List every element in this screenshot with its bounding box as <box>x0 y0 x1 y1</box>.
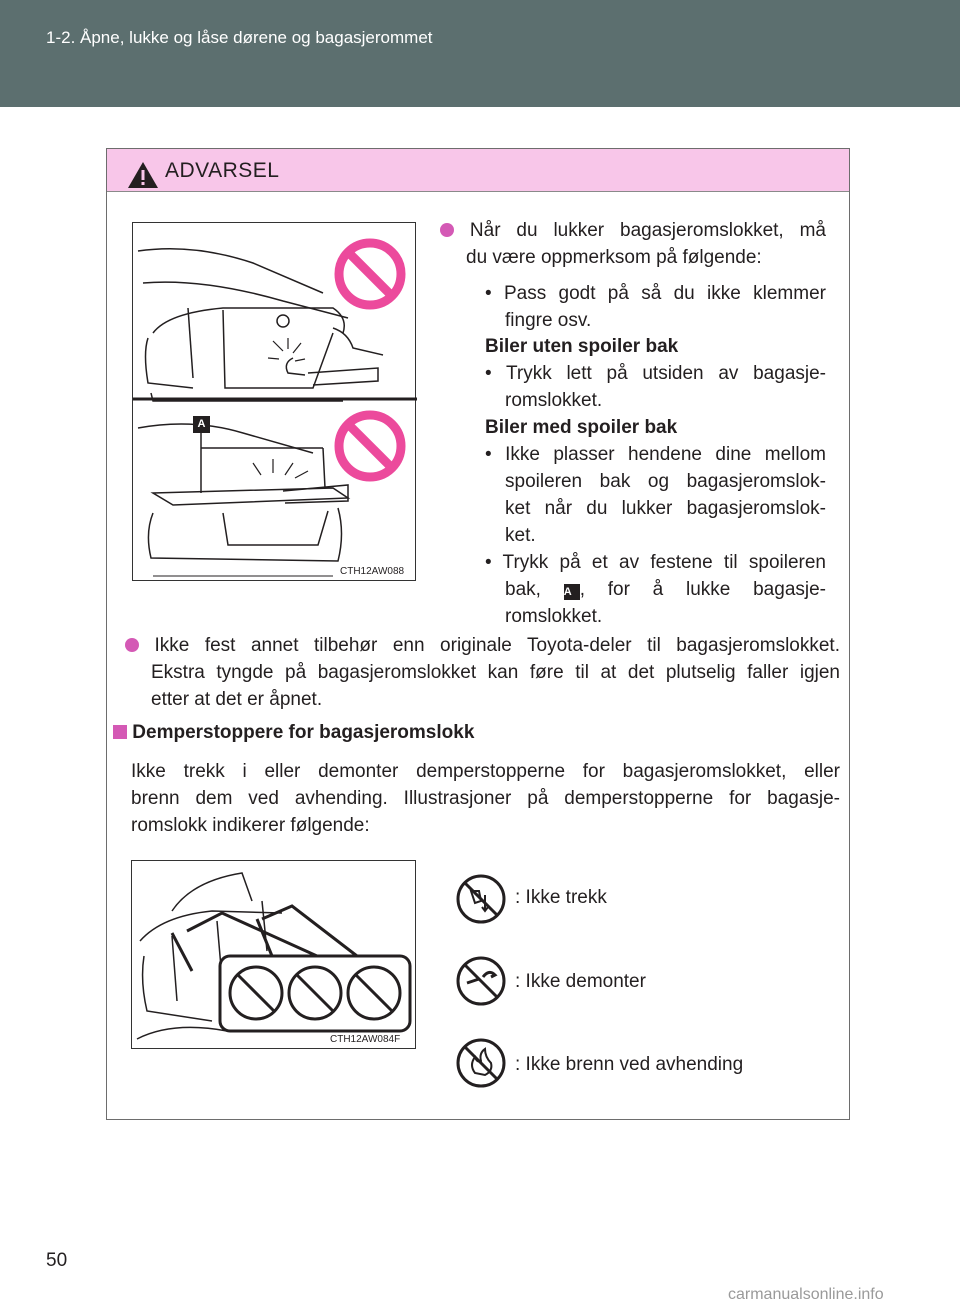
bullet-text: etter at det er åpnet. <box>151 689 323 710</box>
no-burn-icon <box>455 1037 507 1089</box>
warning-header <box>107 149 849 192</box>
bullet-dot-icon <box>125 638 139 652</box>
figure-code: CTH12AW084F <box>330 1034 401 1045</box>
sub-item: • Ikke plasser hendene dine mellom <box>485 444 826 465</box>
section-square-icon <box>113 725 127 739</box>
trunk-closing-figure <box>132 222 416 581</box>
section-heading: Demperstoppere for bagasjeromslokk <box>113 719 474 746</box>
subheading: Biler uten spoiler bak <box>485 336 679 357</box>
sub-item: • Pass godt på så du ikke klemmer <box>485 283 826 304</box>
page-number: 50 <box>46 1250 68 1271</box>
legend-label: : Ikke trekk <box>515 887 607 908</box>
section-text: romslokk indikerer følgende: <box>131 815 370 836</box>
bullet-item: Når du lukker bagasjeromslokket, må <box>440 217 826 244</box>
sub-item: • Trykk lett på utsiden av bagasje- <box>485 363 826 384</box>
prohibition-icon <box>339 415 401 477</box>
section-text: Ikke trekk i eller demonter demperstopperne for bagasjeromslokket, eller <box>131 761 840 782</box>
bullet-dot-icon <box>440 223 454 237</box>
damper-stopper-illustration <box>132 861 417 1050</box>
legend-label: : Ikke brenn ved avhending <box>515 1054 744 1075</box>
watermark: carmanualsonline.info <box>728 1286 884 1303</box>
sub-item-text: ket når du lukker bagasjeromslok- <box>505 498 826 519</box>
prohibition-icon <box>339 243 401 305</box>
bullet-item: Ikke fest annet tilbehør enn originale Toyota-deler til bagasjeromslokket. <box>125 632 840 659</box>
subheading: Biler med spoiler bak <box>485 417 678 438</box>
page-header <box>0 0 960 107</box>
damper-stopper-figure <box>131 860 416 1049</box>
bullet-text: du være oppmerksom på følgende: <box>466 247 762 268</box>
warning-label: ADVARSEL <box>165 159 280 182</box>
figure-marker: A <box>197 418 206 430</box>
legend-label: : Ikke demonter <box>515 971 646 992</box>
figure-code: CTH12AW088 <box>340 566 405 577</box>
no-pull-icon <box>455 873 507 925</box>
warning-triangle-icon <box>127 161 159 189</box>
sub-item-text: bak, A , for å lukke bagasje- <box>505 579 826 600</box>
marker-a-icon: A <box>564 584 580 600</box>
bullet-text: Ekstra tyngde på bagasjeromslokket kan føre til at det plutselig faller igjen <box>151 662 840 683</box>
trunk-closing-illustration <box>133 223 417 582</box>
section-text: brenn dem ved avhending. Illustrasjoner på demperstopperne for bagasje- <box>131 788 840 809</box>
chapter-title: 1-2. Åpne, lukke og låse dørene og bagasjerommet <box>46 28 433 47</box>
sub-item-text: romslokket. <box>505 390 603 411</box>
sub-item-text: fingre osv. <box>505 310 592 331</box>
sub-item-text: romslokket. <box>505 606 603 627</box>
no-disassemble-icon <box>455 955 507 1007</box>
sub-item-text: spoileren bak og bagasjeromslok- <box>505 471 826 492</box>
warning-box <box>106 148 850 1120</box>
sub-item-text: ket. <box>505 525 536 546</box>
sub-item: • Trykk på et av festene til spoileren <box>485 552 826 573</box>
